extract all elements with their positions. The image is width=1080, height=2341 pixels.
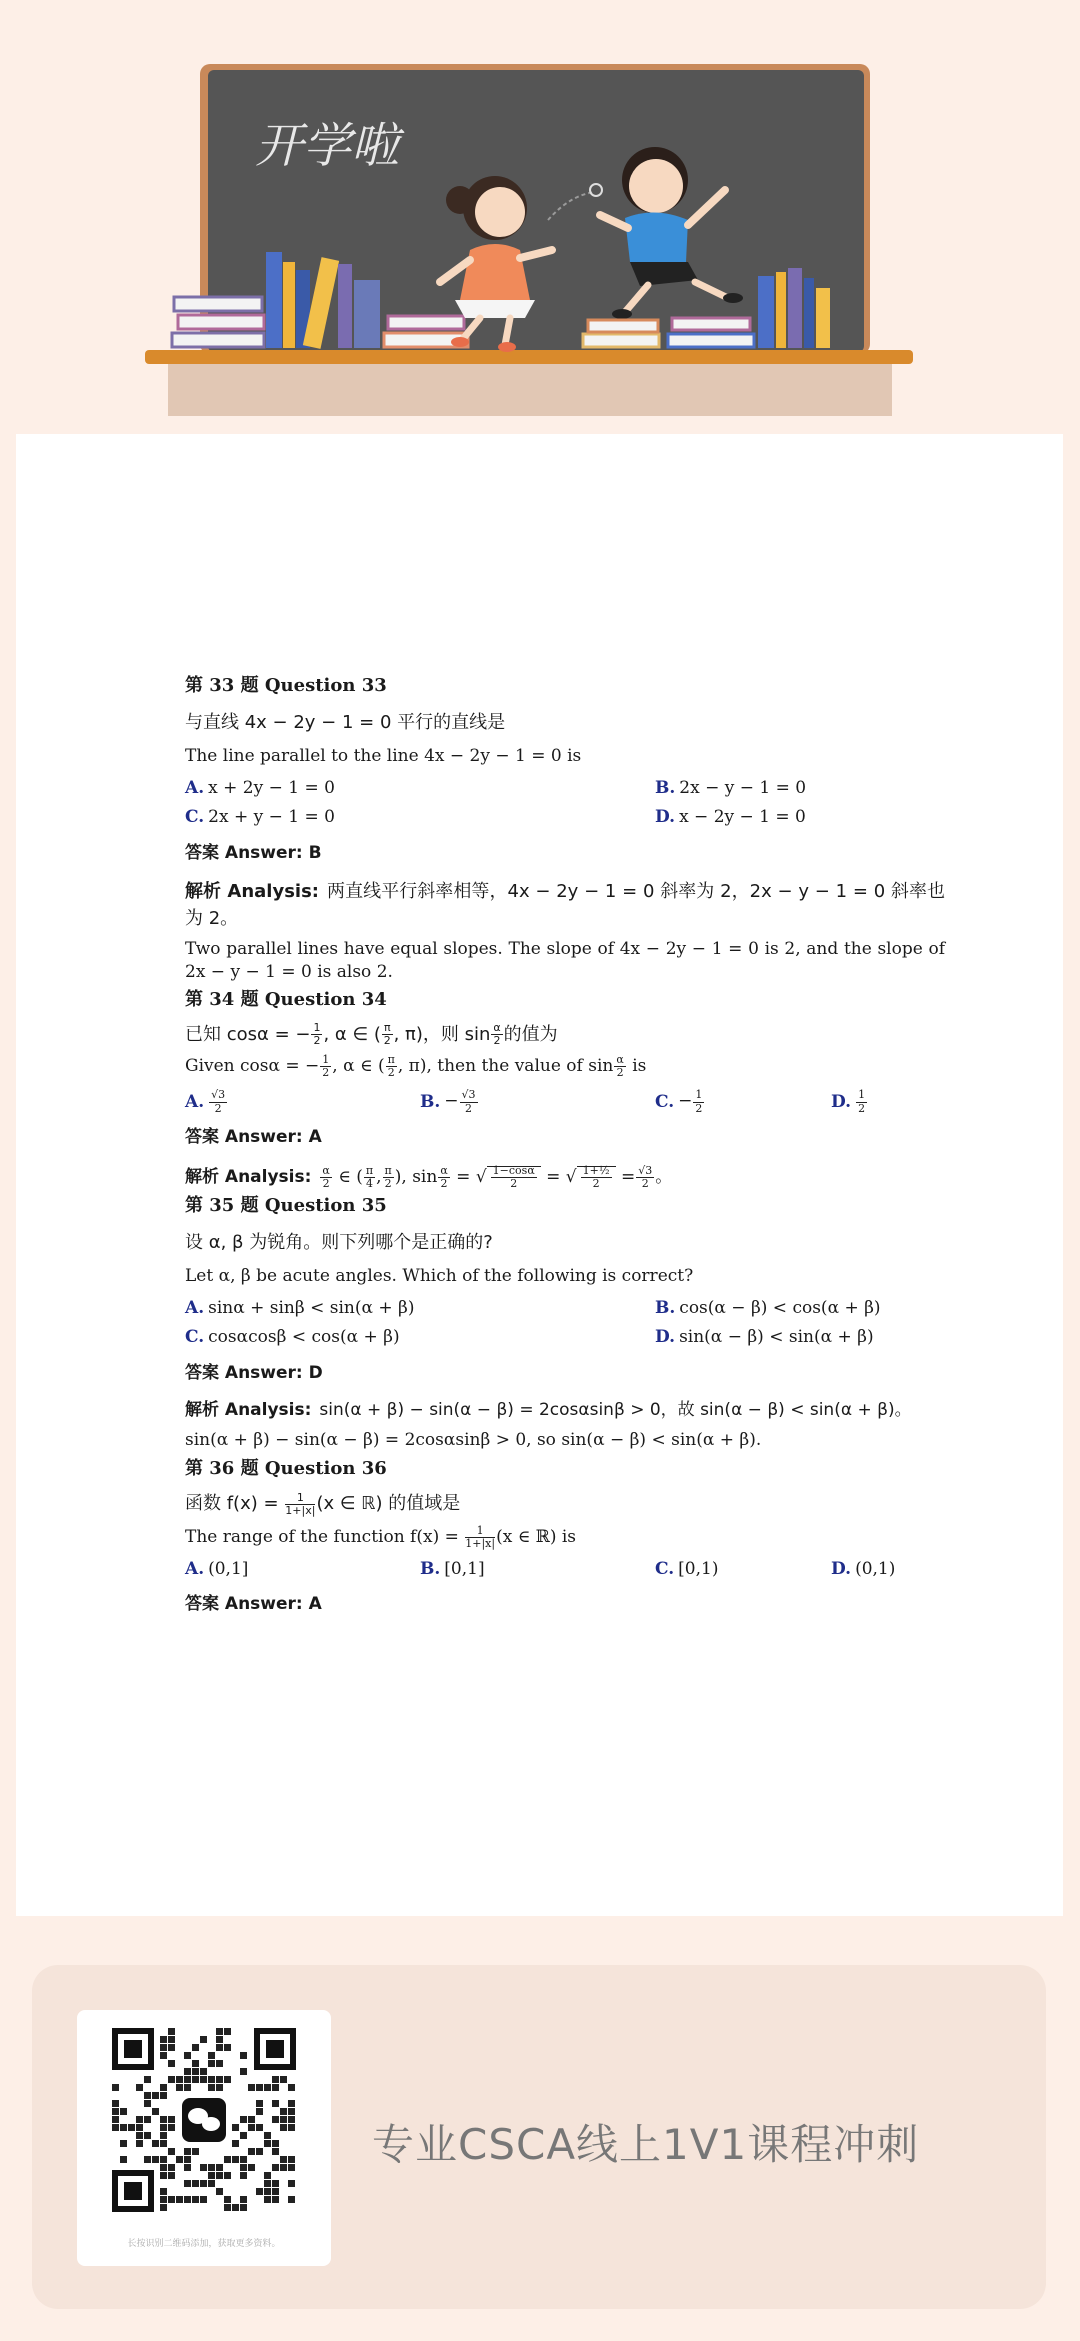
desk xyxy=(168,364,892,416)
analysis: 解析 Analysis: $\frac{\alpha}{2}$ ∈ ( $\frac{\pi}{4}$ , $\frac{\pi}{2}$ ), sin $\frac{\alpha}{2}$ = √ $\frac{1-\cos\alpha}{2}$ = √ $\frac{\text{1+½}}{2}$ = $\frac{√3}{2}$ 。 xyxy=(185,1163,673,1190)
option-a: A. $\frac{√3}{2}$ xyxy=(185,1088,226,1115)
analysis-en: sin(α + β) − sin(α − β) = 2cosαsinβ > 0, so sin(α − β) < sin(α + β). xyxy=(185,1429,762,1450)
option-a: A. (0,1] xyxy=(185,1558,249,1579)
document-page xyxy=(16,434,1063,1916)
option-d: D. sin(α − β) < sin(α + β) xyxy=(655,1327,874,1348)
question-heading: 第 36 题 Question 36 xyxy=(185,1458,387,1480)
question-heading: 第 33 题 Question 33 xyxy=(185,675,387,696)
analysis-zh: 解析 Analysis: sin(α + β) − sin(α − β) = 2cosαsinβ > 0，故 sin(α − β) < sin(α + β)。 xyxy=(185,1400,912,1421)
option-b: B. − $\frac{√3}{2}$ xyxy=(420,1088,476,1115)
answer: 答案 Answer: D xyxy=(185,1362,323,1383)
option-a: A. sinα + sinβ < sin(α + β) xyxy=(185,1297,415,1318)
question-stem-en: The range of the function f(x) = $\frac{1}{1+|x|}$ (x ∈ ℝ) is xyxy=(185,1524,577,1551)
question-33 xyxy=(185,672,945,984)
question-34 xyxy=(185,986,945,1190)
option-d: D. x − 2y − 1 = 0 xyxy=(655,807,806,827)
qr-code-icon[interactable] xyxy=(112,2028,296,2212)
question-stem-en: Given cosα = − $\frac{1}{2}$ , α ∈ ( $\frac{\pi}{2}$ , π), then the value of sin $\frac{\alpha}{2}$ is xyxy=(185,1052,647,1079)
question-stem-zh: 设 α, β 为锐角。则下列哪个是正确的? xyxy=(185,1232,493,1254)
answer: 答案 Answer: A xyxy=(185,1127,322,1148)
promo-card xyxy=(32,1965,1046,2309)
question-35 xyxy=(185,1192,945,1453)
question-stem-zh: 函数 f(x) = $\frac{1}{1+|x|}$ (x ∈ ℝ) 的值域是 xyxy=(185,1490,461,1517)
option-b: B. cos(α − β) < cos(α + β) xyxy=(655,1297,881,1318)
header-illustration xyxy=(0,0,1080,430)
question-content xyxy=(185,672,945,1618)
question-stem-zh: 已知 cosα = − $\frac{1}{2}$ , α ∈ ( $\frac{\pi}{2}$ , π)，则 sin $\frac{\alpha}{2}$ 的值为 xyxy=(185,1021,558,1048)
option-c: C. 2x + y − 1 = 0 xyxy=(185,807,335,827)
answer: 答案 Answer: A xyxy=(185,1594,322,1615)
option-d: D. (0,1) xyxy=(831,1558,896,1579)
option-b: B. 2x − y − 1 = 0 xyxy=(655,777,807,798)
question-36 xyxy=(185,1455,945,1618)
question-stem-zh: 与直线 4x − 2y − 1 = 0 平行的直线是 xyxy=(185,712,506,733)
option-a: A. x + 2y − 1 = 0 xyxy=(185,777,335,798)
analysis-en: Two parallel lines have equal slopes. The slope of 4x − 2y − 1 = 0 is 2, and the slope of 2x − y − 1 = 0 is also 2. xyxy=(185,939,945,982)
option-c: C. − $\frac{1}{2}$ xyxy=(655,1088,703,1115)
question-heading: 第 35 题 Question 35 xyxy=(185,1195,387,1217)
qr-card[interactable] xyxy=(77,2010,331,2266)
question-stem-en: The line parallel to the line 4x − 2y − 1 = 0 is xyxy=(185,746,582,766)
question-stem-en: Let α, β be acute angles. Which of the following is correct? xyxy=(185,1266,694,1287)
analysis-zh: 解析 Analysis: 两直线平行斜率相等，4x − 2y − 1 = 0 斜率为 2，2x − y − 1 = 0 斜率也为 2。 xyxy=(185,881,946,929)
option-d: D. $\frac{1}{2}$ xyxy=(831,1088,866,1115)
answer: 答案 Answer: B xyxy=(185,842,322,863)
promo-tagline: 专业CSCA线上1V1课程冲刺 xyxy=(372,2120,920,2169)
option-b: B. [0,1] xyxy=(420,1558,485,1579)
chalk-title: 开学啦 xyxy=(255,118,400,174)
qr-caption: 长按识别二维码添加，获取更多资料。 xyxy=(127,2239,281,2249)
question-heading: 第 34 题 Question 34 xyxy=(185,988,387,1010)
option-c: C. cosαcosβ < cos(α + β) xyxy=(185,1327,400,1348)
option-c: C. [0,1) xyxy=(655,1558,719,1579)
